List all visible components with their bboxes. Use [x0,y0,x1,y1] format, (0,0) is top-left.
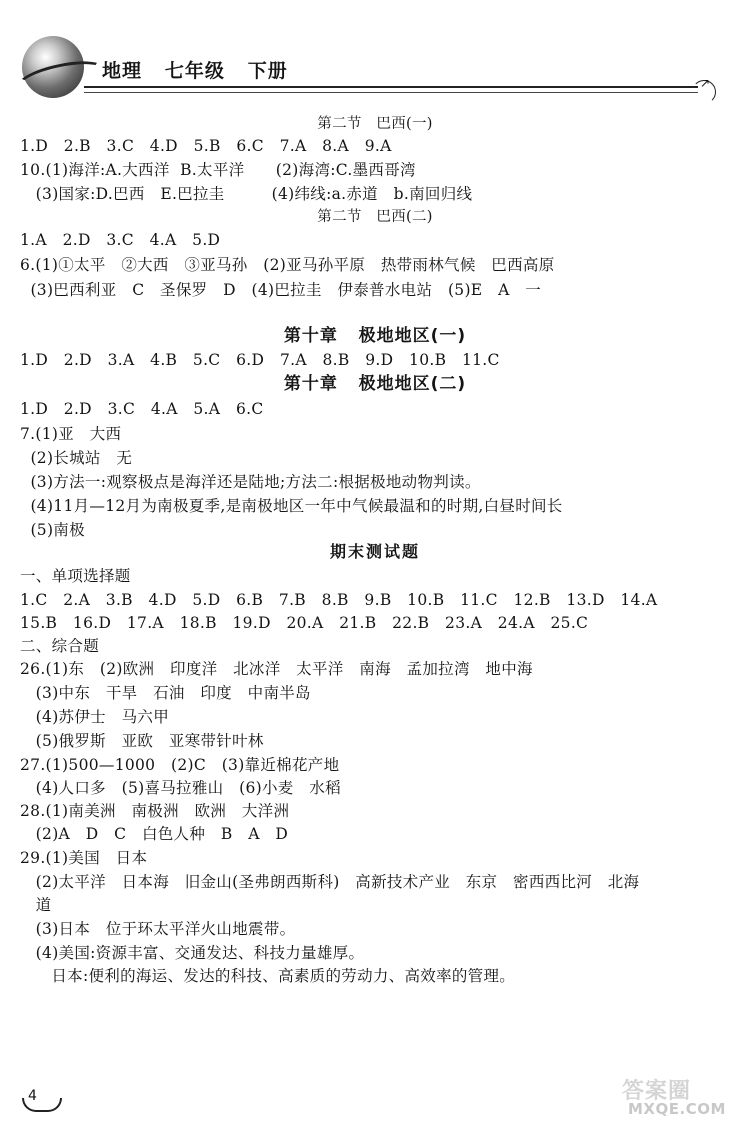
answer-line: (4)苏伊士 马六甲 [20,708,170,726]
answer-line: 1.D 2.B 3.C 4.D 5.B 6.C 7.A 8.A 9.A [20,137,392,155]
answer-line: 15.B 16.D 17.A 18.B 19.D 20.A 21.B 22.B 23.A 24.A 25.C [20,614,589,632]
answer-line: 29.(1)美国 日本 [20,849,148,867]
answer-line: 10.(1)海洋:A.大西洋 B.太平洋 (2)海湾:C.墨西哥湾 [20,161,416,179]
answer-line: (4)11月—12月为南极夏季,是南极地区一年中气候最温和的时期,白昼时间长 [20,497,563,515]
section-title: 第二节 巴西(一) [317,116,433,132]
answer-line: 道 [20,896,52,914]
answer-line: (3)巴西利亚 C 圣保罗 D (4)巴拉圭 伊泰普水电站 (5)E A 一 [20,281,542,299]
answer-line: 日本:便利的海运、发达的科技、高素质的劳动力、高效率的管理。 [20,967,516,985]
answer-line: 1.D 2.D 3.A 4.B 5.C 6.D 7.A 8.B 9.D 10.B 11.C [20,351,500,369]
question-type-heading: 二、综合题 [20,637,100,655]
watermark [620,1074,750,1120]
exam-title: 期末测试题 [329,542,420,561]
answer-line: 28.(1)南美洲 南极洲 欧洲 大洋洲 [20,802,290,820]
watermark-logo: 答案圈 [622,1079,692,1104]
page-number-ornament [22,1098,62,1112]
answer-line: (2)长城站 无 [20,449,133,467]
section-title: 第二节 巴西(二) [317,209,433,225]
answer-line: (3)日本 位于环太平洋火山地震带。 [20,920,296,938]
answer-line: 1.A 2.D 3.C 4.A 5.D [20,231,221,249]
question-type-heading: 一、单项选择题 [20,567,131,585]
answer-line: (5)俄罗斯 亚欧 亚寒带针叶林 [20,732,264,750]
page-number: 4 [28,1088,37,1104]
answer-line: (4)美国:资源丰富、交通发达、科技力量雄厚。 [20,944,365,962]
chapter-title: 第十章 极地地区(二) [283,374,467,394]
book-title: 地理 七年级 下册 [102,60,288,82]
page-header [0,0,750,110]
watermark-site: MXQE.COM [628,1100,726,1118]
answer-line: 26.(1)东 (2)欧洲 印度洋 北冰洋 太平洋 南海 孟加拉湾 地中海 [20,660,533,678]
header-rule-thin [84,92,698,93]
answer-line: (3)中东 干旱 石油 印度 中南半岛 [20,684,311,702]
answer-line: 27.(1)500—1000 (2)C (3)靠近棉花产地 [20,756,340,774]
answer-line: (3)方法一:观察极点是海洋还是陆地;方法二:根据极地动物判读。 [20,473,481,491]
chapter-title: 第十章 极地地区(一) [283,326,467,346]
answer-line: 6.(1)①太平 ②大西 ③亚马孙 (2)亚马孙平原 热带雨林气候 巴西高原 [20,256,555,274]
answer-line: 1.D 2.D 3.C 4.A 5.A 6.C [20,400,264,418]
answer-line: (3)国家:D.巴西 E.巴拉圭 (4)纬线:a.赤道 b.南回归线 [20,185,473,203]
answer-line: 1.C 2.A 3.B 4.D 5.D 6.B 7.B 8.B 9.B 10.B 11.C 12.B 13.D 14.A [20,591,658,609]
arrow-icon: ↗ [700,76,711,90]
header-rule [84,86,698,88]
answer-line: (2)太平洋 日本海 旧金山(圣弗朗西斯科) 高新技术产业 东京 密西西比河 北海 [20,873,640,891]
answer-line: (2)A D C 白色人种 B A D [20,825,289,843]
answer-line: (4)人口多 (5)喜马拉雅山 (6)小麦 水稻 [20,779,341,797]
answer-line: (5)南极 [20,521,85,539]
answer-line: 7.(1)亚 大西 [20,425,122,443]
